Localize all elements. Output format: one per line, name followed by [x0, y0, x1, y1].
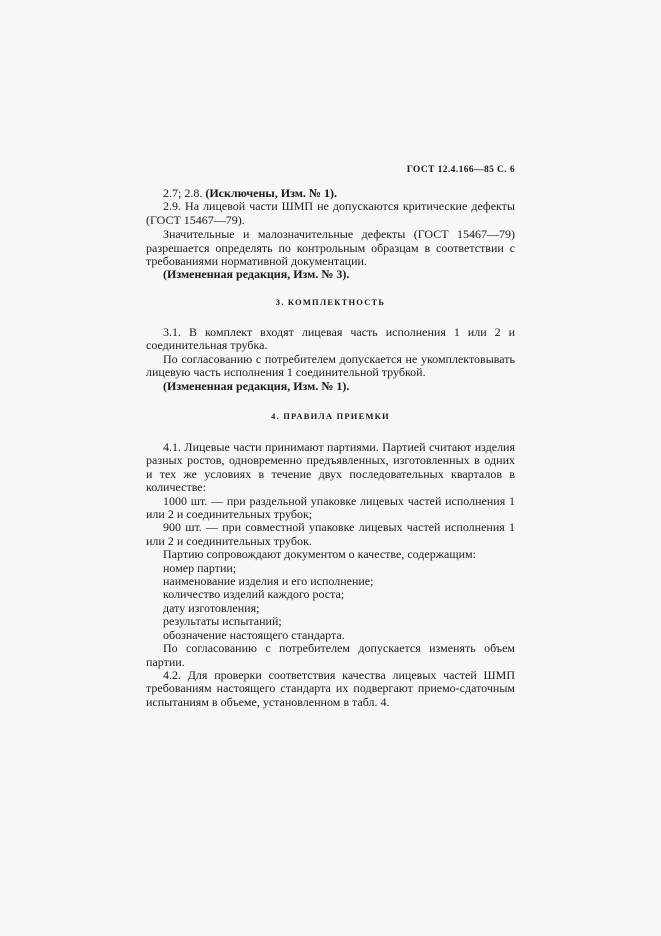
section-4-body — [146, 441, 515, 709]
list-item: количество изделий каждого роста; — [163, 587, 345, 602]
paragraph-4-1: 4.1. Лицевые части принимают партиями. Партией считают изделия разных ростов, одновременно предъявленных, изготовленных в одних и тех же условиях в течение двух последовательных кварталов в количестве: — [146, 440, 515, 495]
paragraph-document: Партию сопровождают документом о качестве, содержащим: — [163, 547, 476, 562]
page-header: ГОСТ 12.4.166—85 С. 6 — [406, 165, 515, 175]
paragraph-1000: 1000 шт. — при раздельной упаковке лицевых частей исполнения 1 или 2 и соединительных трубок; — [146, 493, 515, 522]
paragraph-2-7-note: (Исключены, Изм. № 1). — [205, 186, 337, 200]
list-item: результаты испытаний; — [163, 614, 282, 629]
section-2-body — [146, 187, 515, 282]
paragraph-3-1: 3.1. В комплект входят лицевая часть исполнения 1 или 2 и соединительная трубка. — [146, 325, 515, 353]
paragraph-900: 900 шт. — при совместной упаковке лицевых частей исполнения 1 или 2 и соединительных трубок. — [146, 520, 515, 548]
list-item: наименование изделия и его исполнение; — [163, 574, 374, 589]
paragraph-defects: Значительные и малозначительные дефекты (ГОСТ 15467—79) разрешается определять по контрольным образцам в соответствии с требованиями нормативной документации. — [146, 227, 515, 269]
paragraph-2-9: 2.9. На лицевой части ШМП не допускаются критические дефекты (ГОСТ 15467—79). — [146, 199, 515, 227]
list-item: обозначение настоящего стандарта. — [163, 627, 345, 642]
section-4-title: 4. ПРАВИЛА ПРИЕМКИ — [271, 411, 390, 421]
paragraph-3-2: По согласованию с потребителем допускается не укомплектовывать лицевую часть исполнения 1 соединительной трубкой. — [146, 351, 515, 380]
section-3-body — [146, 326, 515, 393]
list-item: номер партии; — [163, 560, 237, 575]
paragraph-4-2: 4.2. Для проверки соответствия качества лицевых частей ШМП требованиям настоящего стандарта их подвергают приемо-сдаточным испытаниям в объеме, установленном в табл. 4. — [146, 667, 515, 709]
paragraph-2-7-text: 2.7; 2.8. — [163, 186, 206, 200]
amendment-note-1: (Измененная редакция, Изм. № 1). — [163, 378, 350, 393]
paragraph-2-7 — [146, 187, 515, 200]
paragraph-batch-change: По согласованию с потребителем допускается изменять объем партии. — [146, 641, 515, 669]
list-item: дату изготовления; — [163, 600, 260, 615]
amendment-note-3: (Измененная редакция, Изм. № 3). — [163, 267, 350, 282]
section-3-title: 3. КОМПЛЕКТНОСТЬ — [275, 297, 386, 307]
